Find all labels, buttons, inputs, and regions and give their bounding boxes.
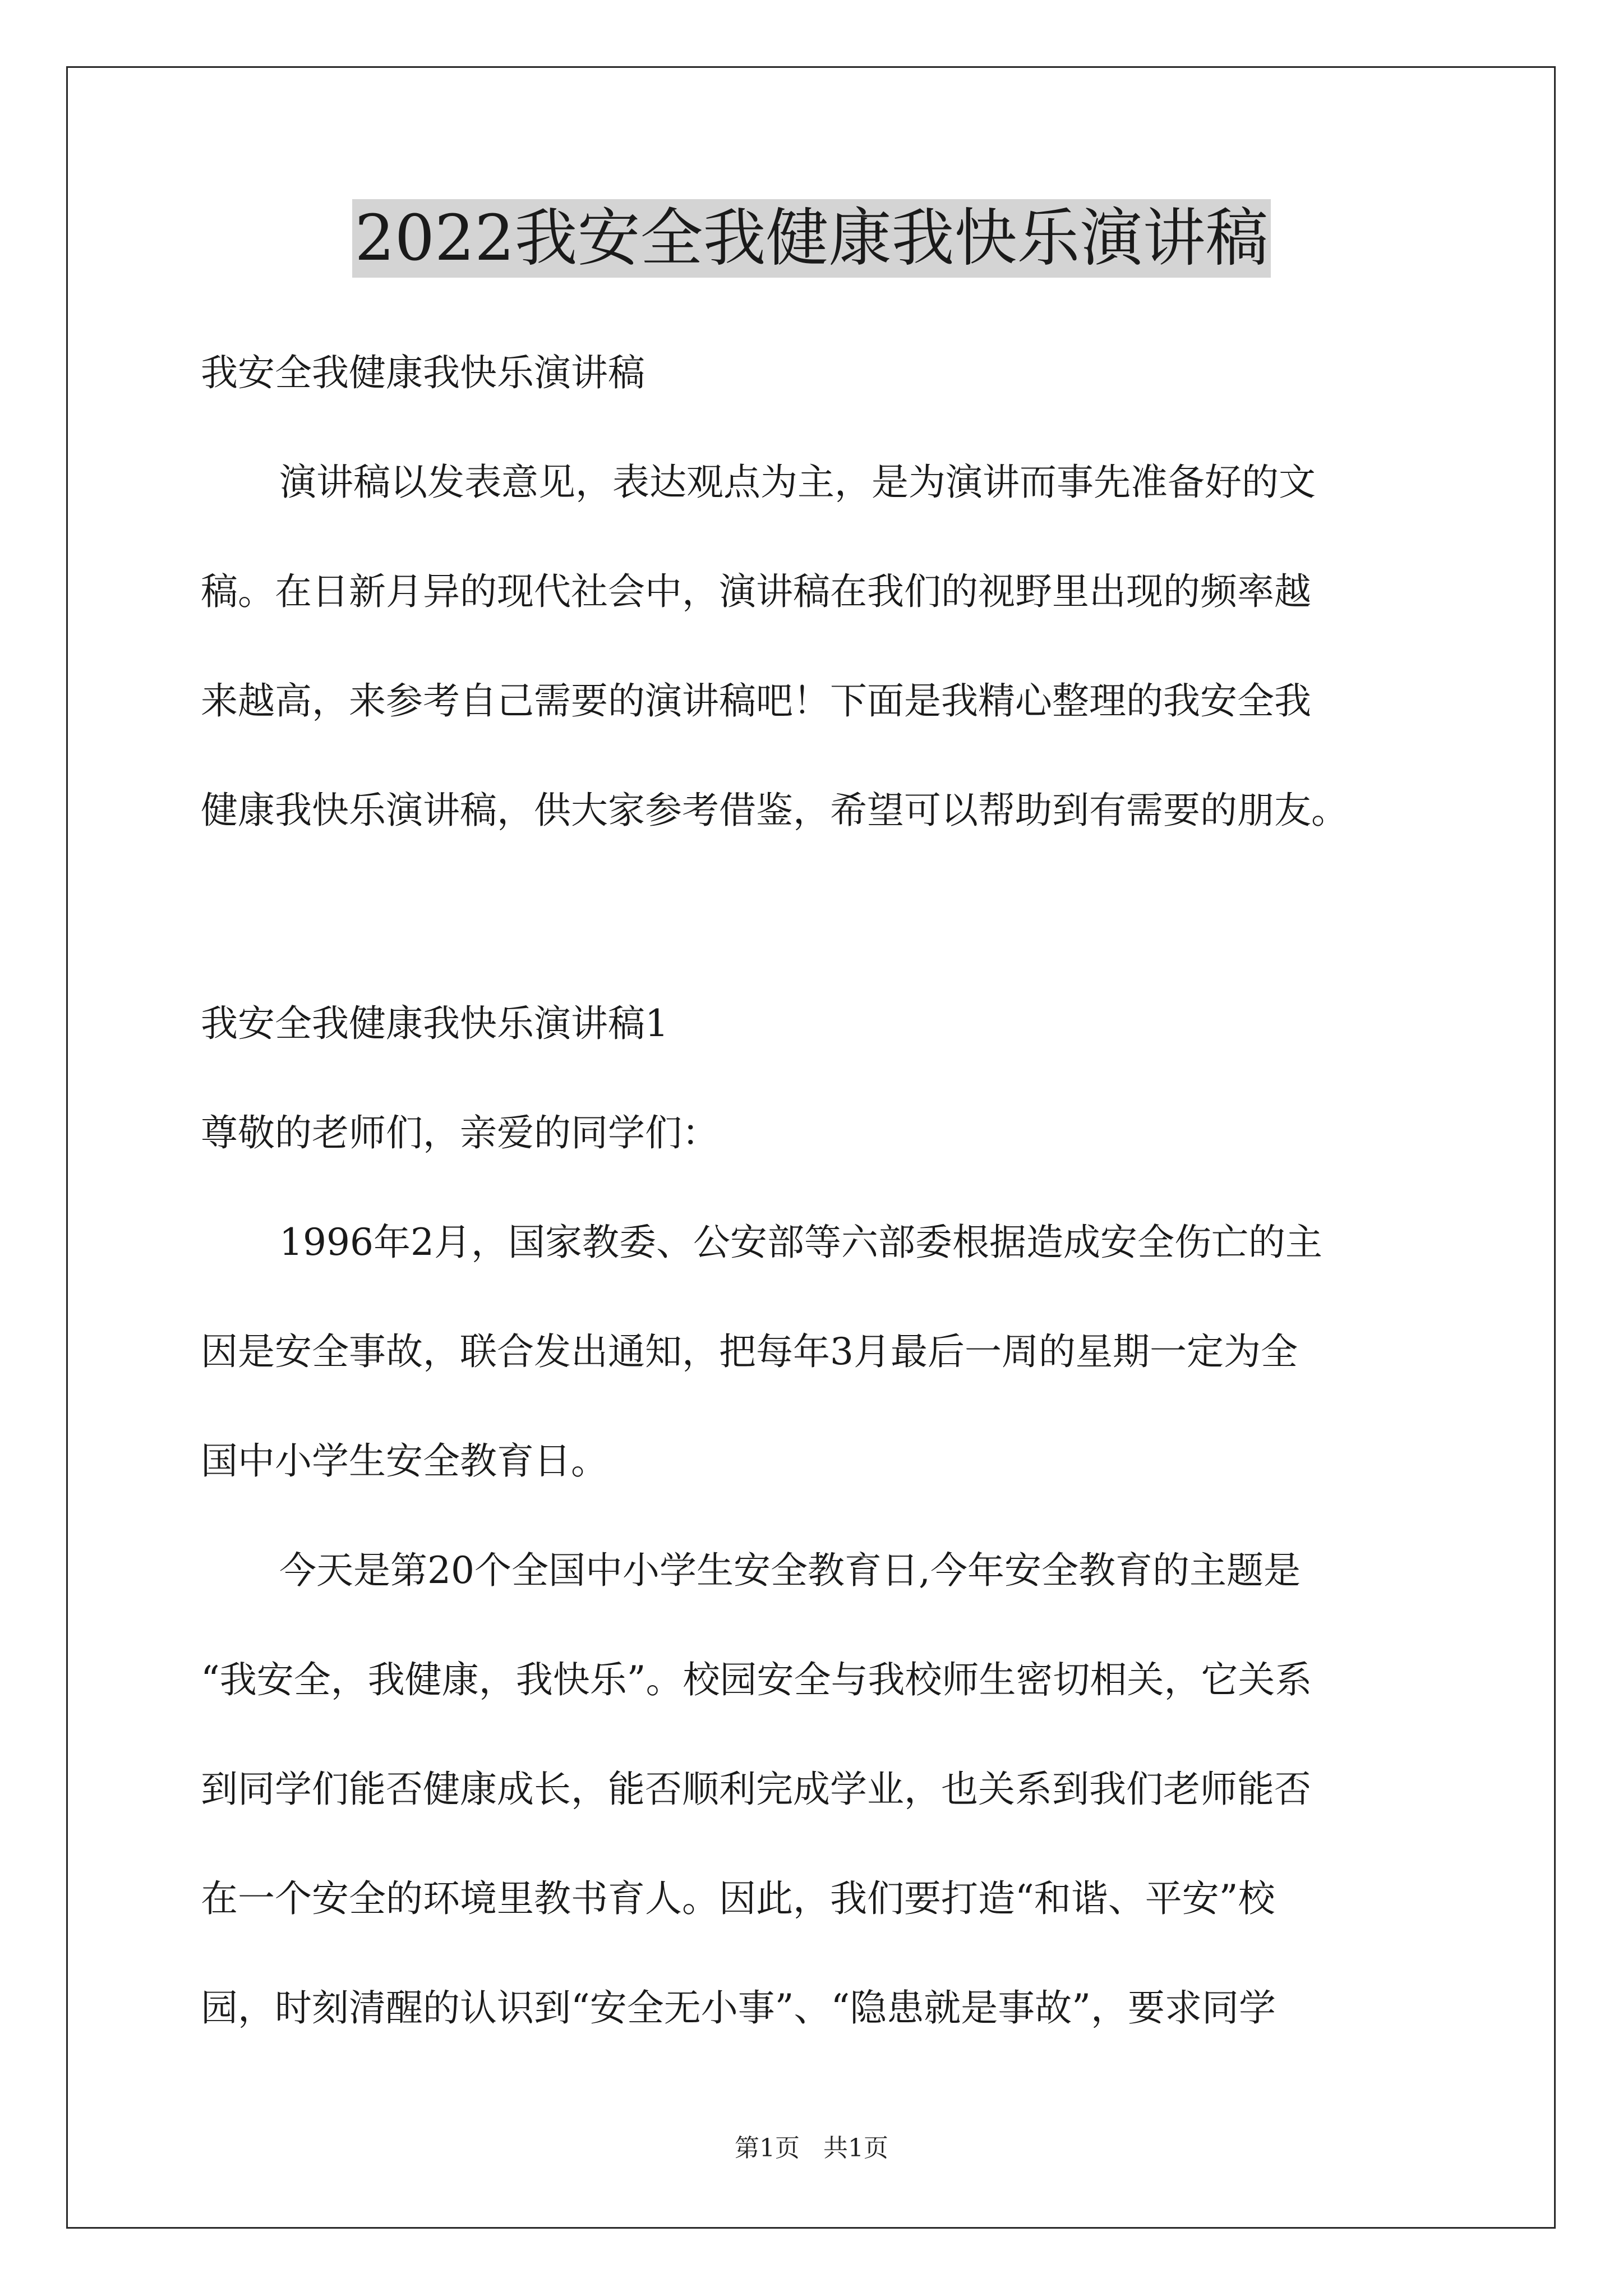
paragraph-line: 健康我快乐演讲稿，供大家参考借鉴，希望可以帮助到有需要的朋友。: [201, 789, 1348, 832]
paragraph-line: 1996年2月，国家教委、公安部等六部委根据造成安全伤亡的主: [279, 1221, 1322, 1264]
paragraph-line: 因是安全事故，联合发出通知，把每年3月最后一周的星期一定为全: [201, 1330, 1298, 1373]
paragraph-line: 园，时刻清醒的认识到“安全无小事”、“隐患就是事故”，要求同学: [201, 1986, 1276, 2030]
paragraph-line: 演讲稿以发表意见，表达观点为主，是为演讲而事先准备好的文: [279, 461, 1316, 504]
title-container: [0, 199, 1623, 278]
page-total: 共1页: [823, 2134, 888, 2162]
paragraph-line: 在一个安全的环境里教书育人。因此，我们要打造“和谐、平安”校: [201, 1877, 1275, 1920]
page-number: 第1页: [735, 2134, 800, 2162]
page-footer: [0, 2132, 1623, 2165]
paragraph-line: 稿。在日新月异的现代社会中，演讲稿在我们的视野里出现的频率越: [201, 570, 1311, 613]
paragraph-line: 今天是第20个全国中小学生安全教育日,今年安全教育的主题是: [279, 1549, 1301, 1592]
paragraph-line: 来越高，来参考自己需要的演讲稿吧！下面是我精心整理的我安全我: [201, 679, 1311, 723]
paragraph-line: “我安全，我健康，我快乐”。校园安全与我校师生密切相关，它关系: [201, 1658, 1312, 1701]
salutation-line: 尊敬的老师们，亲爱的同学们：: [201, 1111, 719, 1154]
paragraph-line: 到同学们能否健康成长，能否顺利完成学业，也关系到我们老师能否: [201, 1768, 1311, 1811]
document-title: 2022我安全我健康我快乐演讲稿: [352, 199, 1270, 278]
paragraph-line: 国中小学生安全教育日。: [201, 1439, 608, 1483]
subtitle-line: 我安全我健康我快乐演讲稿: [201, 351, 645, 394]
section-heading: 我安全我健康我快乐演讲稿1: [201, 1002, 668, 1045]
